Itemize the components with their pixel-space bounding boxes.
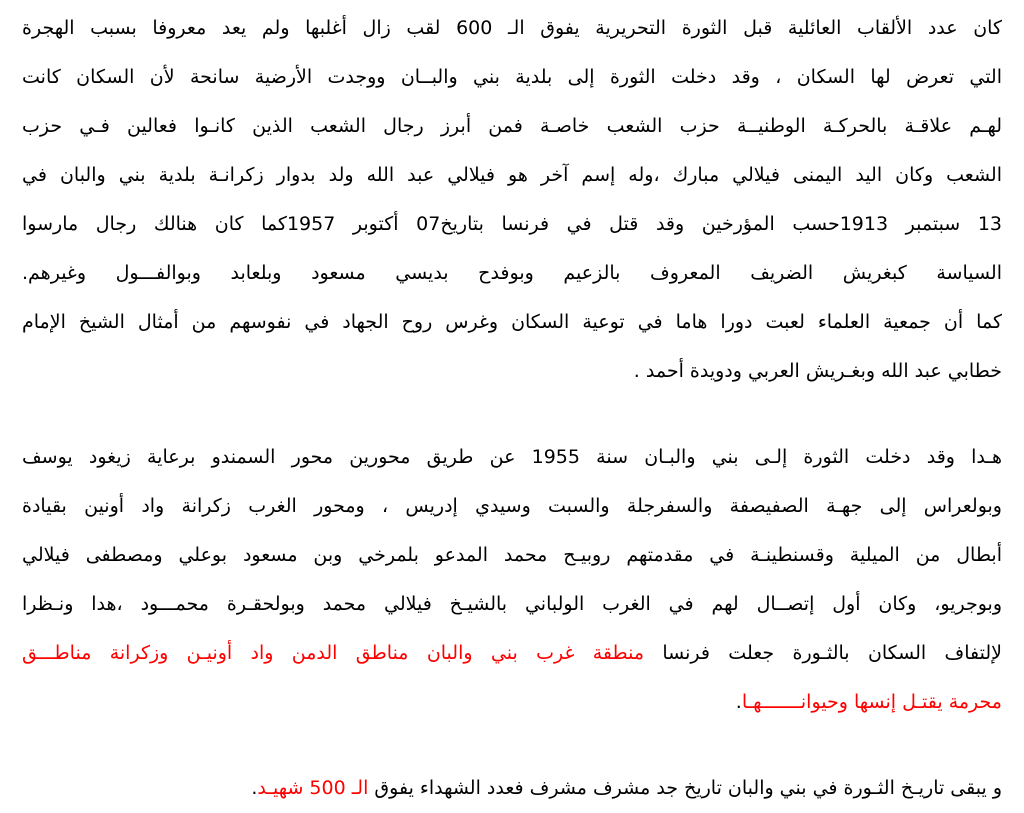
text-run: و يبقى تاريـخ الثـورة في بني والبان تاريخ جد مشرف مشرف فعدد الشهداء يفوق bbox=[368, 777, 1002, 799]
highlighted-text-run: محرمة يقتـل إنسها وحيوانـــــــهـا bbox=[741, 691, 1002, 713]
highlighted-text-run: الـ 500 شهيـد bbox=[257, 777, 369, 799]
text-line bbox=[22, 629, 1002, 678]
text-line: لهـم علاقـة بالحركـة الوطنيــة حزب الشعب خاصـة فمن أبرز رجال الشعب الذين كانـوا فعالين فـي حزب bbox=[22, 115, 1002, 137]
text-line: وبوجريو، وكان أول إتصــال لهم في الغرب الولباني بالشيـخ فيلالي محمد وبولحقـرة محمـــود ،هدا ونـظرا bbox=[22, 593, 1002, 615]
paragraph-history-families bbox=[22, 4, 1002, 396]
paragraph-revolution-entry bbox=[22, 433, 1002, 727]
highlighted-text-run: منطقة غرب بني والبان مناطق الدمن واد أونيـن وزكرانة مناطـــق bbox=[22, 642, 645, 664]
paragraph-spacer bbox=[22, 727, 1002, 764]
text-line: هـدا وقد دخلت الثورة إلـى بني والبـان سنة 1955 عن طريق محورين محور السمندو برعاية زيغود يوسف bbox=[22, 446, 1002, 468]
text-line: أبطال من الميلية وقسنطينـة في مقدمتهم روبيـح محمد المدعو بلمرخي وبن مسعود بوعلي ومصطفى فيلالي bbox=[22, 544, 1002, 566]
text-line: الشعب وكان اليد اليمنى فيلالي مبارك ،وله إسم آخر هو فيلالي عبد الله ولد بدوار زكرانـة بلدية بني والبان في bbox=[22, 164, 1002, 186]
text-line: خطابي عبد الله وبغـريش العربي ودويدة أحمد . bbox=[633, 360, 1002, 382]
text-line: كان عدد الألقاب العائلية قبل الثورة التحريرية يفوق الـ 600 لقب زال أغلبها ولم يعد معروفا بسبب الهجرة bbox=[22, 17, 1002, 39]
text-run: لإلتفاف السكان بالثـورة جعلت فرنسا bbox=[644, 642, 1002, 664]
text-line: 13 سبتمبر 1913حسب المؤرخين وقد قتل في فرنسا بتاريخ07 أكتوبر 1957كما كان هنالك رجال مارسوا bbox=[22, 213, 1002, 235]
text-line bbox=[22, 678, 1002, 727]
text-run: . bbox=[735, 691, 742, 713]
text-line: السياسة كبغريش الضريف المعروف بالزعيم وبوفدح بديسي مسعود وبلعابد وبوالفـــول وغيرهم. bbox=[22, 262, 1002, 284]
text-line bbox=[22, 764, 1002, 813]
paragraph-spacer bbox=[22, 396, 1002, 433]
text-run: . bbox=[251, 777, 258, 799]
text-line: كما أن جمعية العلماء لعبت دورا هاما في توعية السكان وغرس روح الجهاد في نفوسهم من أمثال الشيخ الإمام bbox=[22, 311, 1002, 333]
paragraph-martyrs bbox=[22, 764, 1002, 813]
text-line: التي تعرض لها السكان ، وقد دخلت الثورة إلى بلدية بني والبــان ووجدت الأرضية سانحة لأن السكان كانت bbox=[22, 66, 1002, 88]
text-line: وبولعراس إلى جهـة الصفيصفة والسفرجلة والسبت وسيدي إدريس ، ومحور الغرب زكرانة واد أونين بقيادة bbox=[22, 495, 1002, 517]
